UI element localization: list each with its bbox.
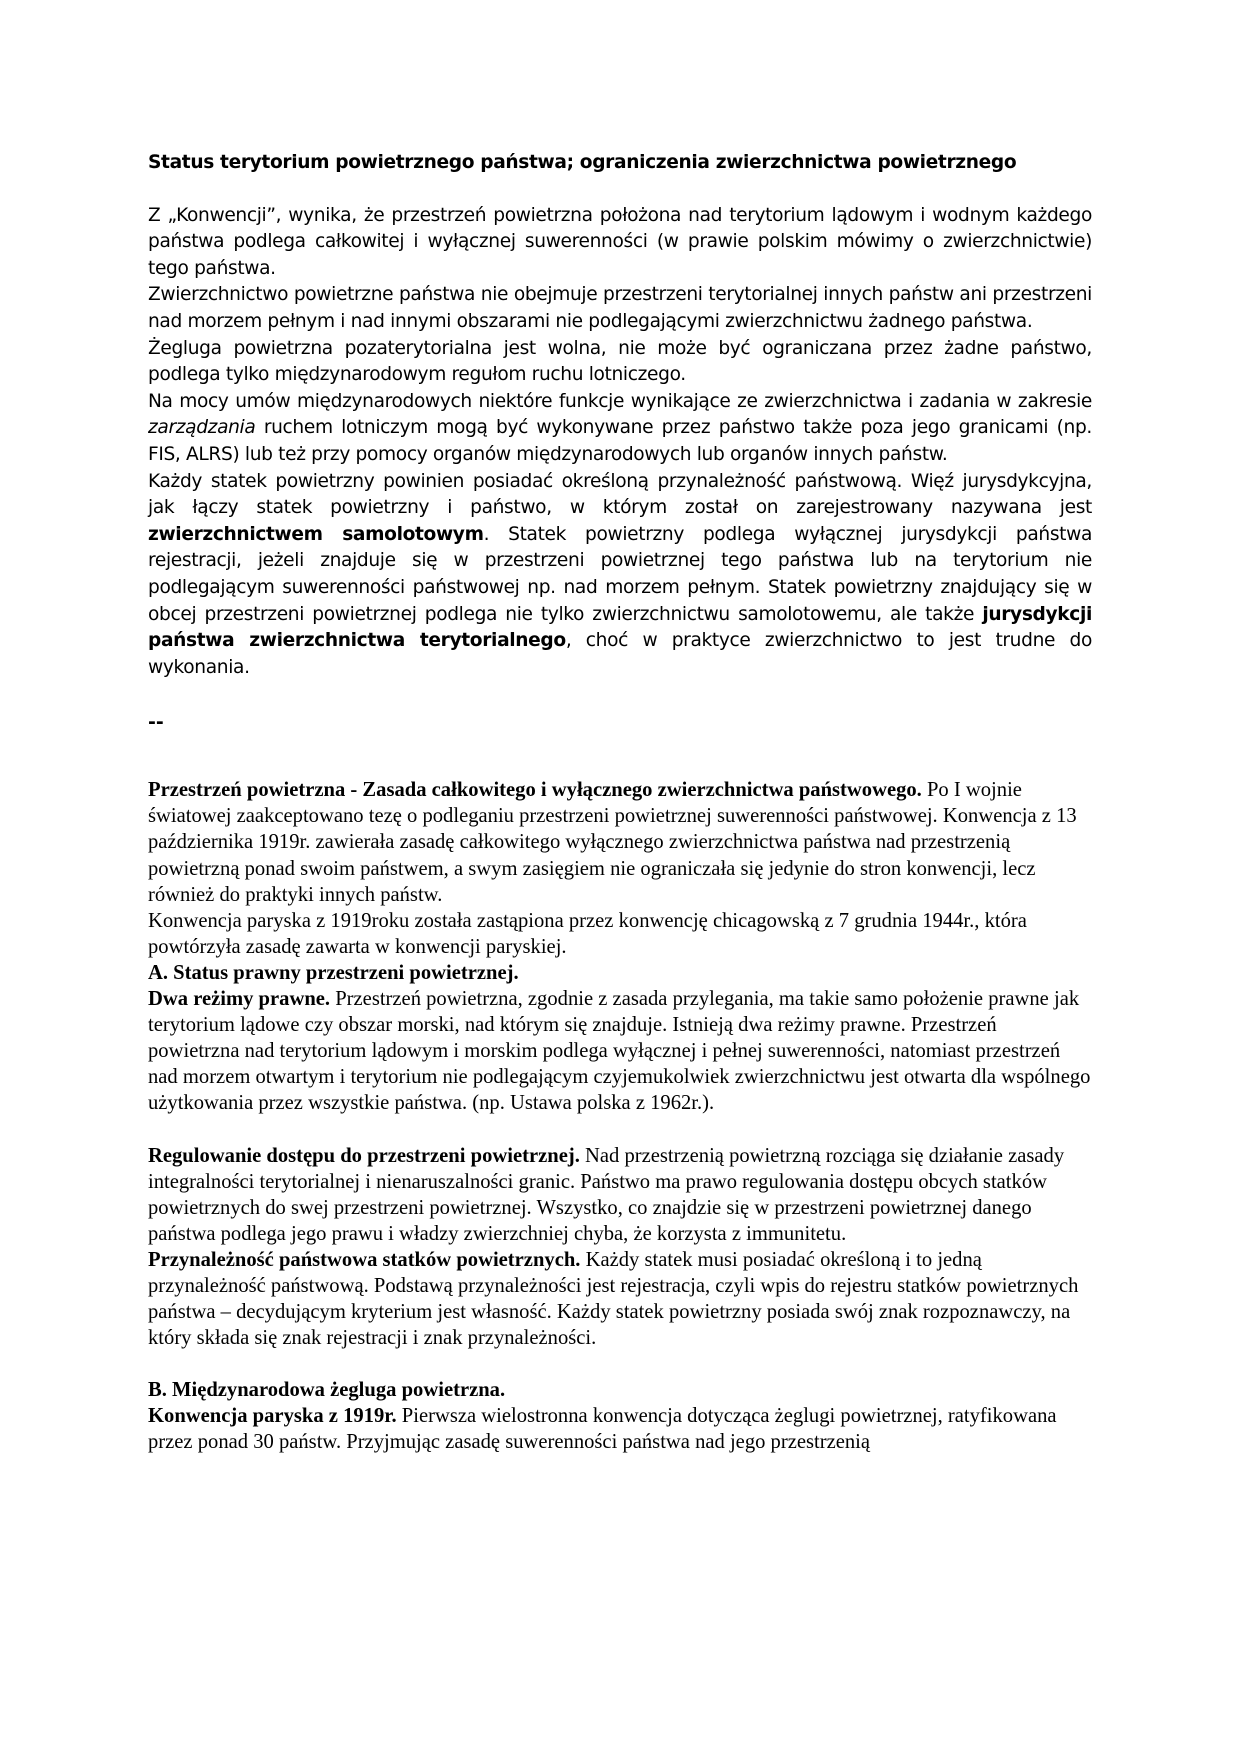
paragraph: Konwencja paryska z 1919roku została zastąpiona przez konwencję chicagowską z 7 grudnia 1944r., która powtórzyła zasadę zawarta w konwencji paryskiej. xyxy=(148,909,1027,958)
bold-term: zwierzchnictwem samolotowym xyxy=(148,523,484,545)
bold-heading: Przynależność państwowa statków powietrznych. xyxy=(148,1248,581,1271)
paragraph: Konwencja paryska z 1919r. Pierwsza wielostronna konwencja dotycząca żeglugi powietrznej, ratyfikowana przez ponad 30 państw. Przyjmując zasadę suwerenności państwa nad jego przestrzenią xyxy=(148,1405,1057,1454)
paragraph: Żegluga powietrzna pozaterytorialna jest wolna, nie może być ograniczana przez żadne państwo, podlega tylko międzynarodowym regułom ruchu lotniczego. xyxy=(148,337,1092,386)
subheading-a: A. Status prawny przestrzeni powietrznej. xyxy=(148,961,519,984)
section-separator: -- xyxy=(148,711,164,734)
paragraph: Przynależność państwowa statków powietrznych. Każdy statek musi posiadać określoną i to jedną przynależność państwową. Podstawą przynależności jest rejestracja, czyli wpis do rejestru statków powietrznych państwa – decydującym kryterium jest własność. Każdy statek powietrzny posiada swój znak rozpoznawczy, na który składa się znak rejestracji i znak przynależności. xyxy=(148,1248,1079,1350)
paragraph: Dwa reżimy prawne. Przestrzeń powietrzna, zgodnie z zasada przylegania, ma takie samo położenie prawne jak terytorium lądowe czy obszar morski, nad którym się znajduje. Istnieją dwa reżimy prawne. Przestrzeń powietrzna nad terytorium lądowym i morskim podlega wyłącznej i pełnej suwerenności, natomiast przestrzeń nad morzem otwartym i terytorium nie podlegającym czyjemukolwiek zwierzchnictwu jest otwarta dla wspólnego użytkowania przez wszystkie państwa. (np. Ustawa polska z 1962r.). xyxy=(148,988,1091,1115)
document-page xyxy=(148,150,1092,1456)
paragraph: Każdy statek powietrzny powinien posiadać określoną przynależność państwową. Więź jurysdykcyjna, jak łączy statek powietrzny i państwo, w którym został on zarejestrowany nazywana jest zwierzchnictwem samolotowym. Statek powietrzny podlega wyłącznej jurysdykcji państwa rejestracji, jeżeli znajduje się w przestrzeni powietrznej tego państwa lub na terytorium nie podlegającym suwerenności państwowej np. nad morzem pełnym. Statek powietrzny znajdujący się w obcej przestrzeni powietrznej podlega nie tylko zwierzchnictwu samolotowemu, ale także jurysdykcji państwa zwierzchnictwa terytorialnego, choć w praktyce zwierzchnictwo to jest trudne do wykonania. xyxy=(148,470,1093,678)
paragraph: Z „Konwencji”, wynika, że przestrzeń powietrzna położona nad terytorium lądowym i wodnym każdego państwa podlega całkowitej i wyłącznej suwerenności (w prawie polskim mówimy o zwierzchnictwie) tego państwa. xyxy=(148,204,1092,279)
section-status xyxy=(148,150,1092,681)
bold-term: jurysdykcji państwa zwierzchnictwa terytorialnego xyxy=(148,603,1092,652)
paragraph: Regulowanie dostępu do przestrzeni powietrznej. Nad przestrzenią powietrzną rozciąga się działanie zasady integralności terytorialnej i nienaruszalności granic. Państwo ma prawo regulowania dostępu obcych statków powietrznych do swej przestrzeni powietrznej. Wszystko, co znajdzie się w przestrzeni powietrznej danego państwa podlega jego prawu i władzy zwierzchniej chyba, że korzysta z immunitetu. xyxy=(148,1144,1065,1245)
bold-heading: Regulowanie dostępu do przestrzeni powietrznej. xyxy=(148,1144,580,1167)
bold-heading: Przestrzeń powietrzna - Zasada całkowitego i wyłącznego zwierzchnictwa państwowego. xyxy=(148,779,922,802)
italic-term: zarządzania xyxy=(148,417,256,439)
document-title: Status terytorium powietrznego państwa; ograniczenia zwierzchnictwa powietrznego xyxy=(148,152,1017,173)
paragraph: Przestrzeń powietrzna - Zasada całkowitego i wyłącznego zwierzchnictwa państwowego. Po I wojnie światowej zaakceptowano tezę o podleganiu przestrzeni powietrznej suwerenności państwowej. Konwencja z 13 października 1919r. zawierała zasadę całkowitego wyłącznego zwierzchnictwa państwa nad przestrzenią powietrzną ponad swoim państwem, a swym zasięgiem nie ograniczała się jedynie do stron konwencji, lecz również do praktyki innych państw. xyxy=(148,779,1077,906)
section-airspace xyxy=(148,777,1092,1455)
paragraph: Na mocy umów międzynarodowych niektóre funkcje wynikające ze zwierzchnictwa i zadania w zakresie zarządzania ruchem lotniczym mogą być wykonywane przez państwo także poza jego granicami (np. FIS, ALRS) lub też przy pomocy organów międzynarodowych lub organów innych państw. xyxy=(148,390,1092,465)
bold-heading: Dwa reżimy prawne. xyxy=(148,988,331,1011)
paragraph: Zwierzchnictwo powietrzne państwa nie obejmuje przestrzeni terytorialnej innych państw ani przestrzeni nad morzem pełnym i nad innymi obszarami nie podlegającymi zwierzchnictwu żadnego państwa. xyxy=(148,284,1092,332)
bold-heading: Konwencja paryska z 1919r. xyxy=(148,1405,397,1428)
subheading-b: B. Międzynarodowa żegluga powietrzna. xyxy=(148,1379,506,1402)
